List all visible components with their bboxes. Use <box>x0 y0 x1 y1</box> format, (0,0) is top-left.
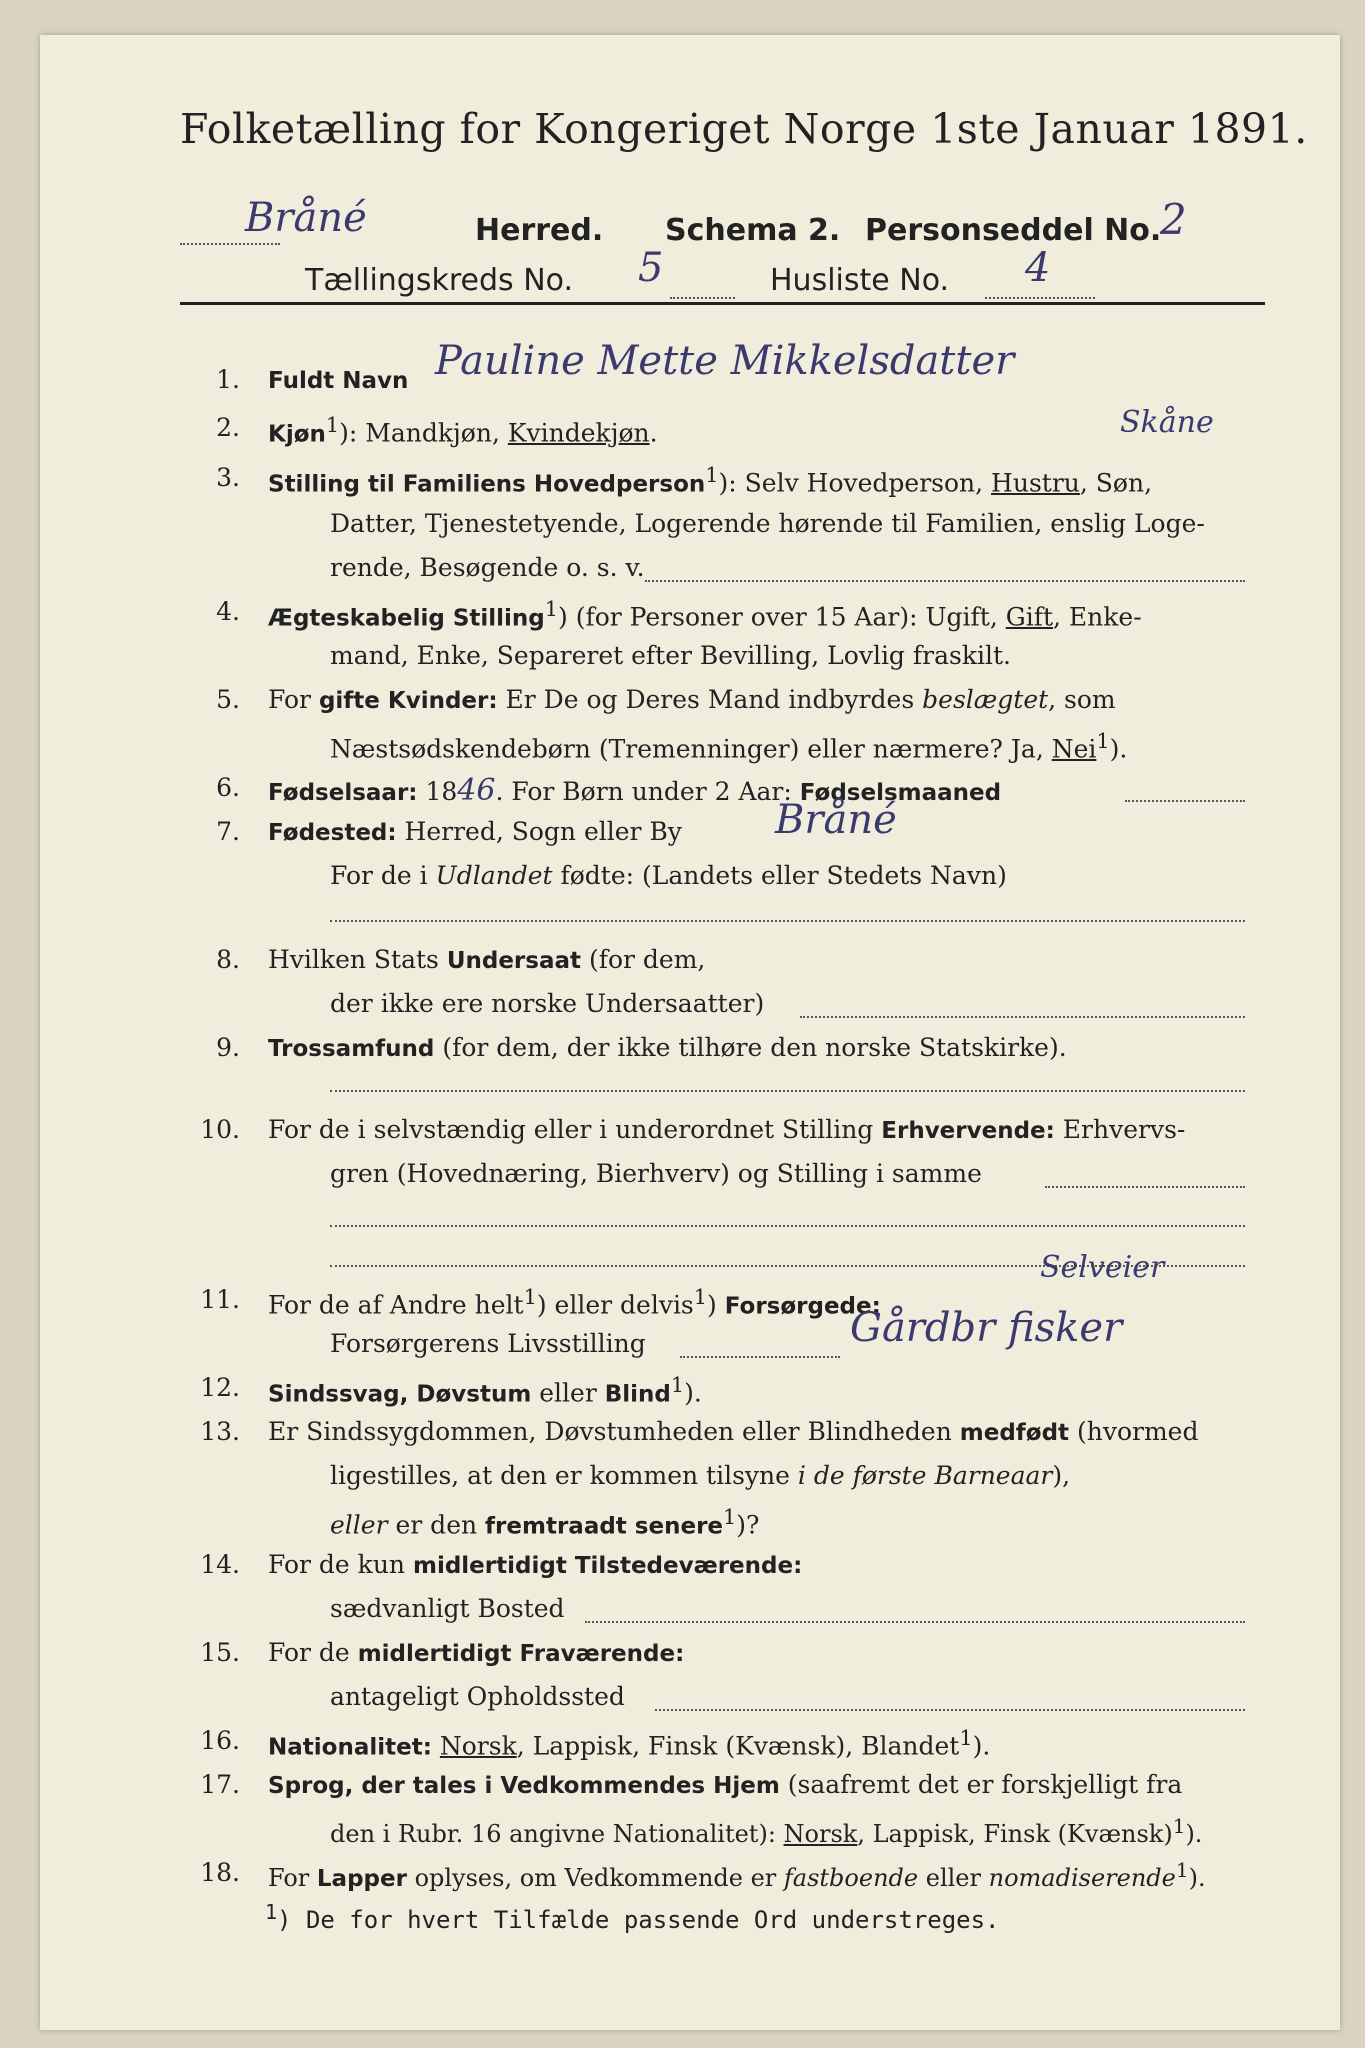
item-6-label-2: Fødselsmaaned <box>799 780 1002 806</box>
item-13-line-2c: ), <box>1052 1461 1071 1490</box>
item-16-text-c: , Lappisk, Finsk (Kvænsk), Blandet <box>516 1731 960 1761</box>
herred-value: Bråné <box>245 195 367 241</box>
item-13-label: medfødt <box>959 1420 1070 1446</box>
item-4-underlined: Gift <box>1005 602 1053 632</box>
item-18-text-b: oplyses, om Vedkommende er <box>406 1864 784 1892</box>
item-1-label: Fuldt Navn <box>268 368 409 394</box>
item-17-line-2c: , Lappisk, Finsk (Kvænsk) <box>857 1820 1173 1848</box>
item-5-text <box>268 685 1116 714</box>
schema-label: Schema 2. <box>665 213 841 248</box>
item-4-line-2: mand, Enke, Separeret efter Bevilling, Lovlig fraskilt. <box>330 641 1011 670</box>
supporter-value-top: Selveier <box>1040 1250 1165 1285</box>
item-7-text <box>268 817 682 846</box>
item-5-underlined: Nei <box>1051 734 1097 764</box>
item-10-label: Erhvervende: <box>881 1118 1055 1144</box>
footnote-mark: 1 <box>523 1285 537 1309</box>
item-3-dotted-line <box>645 580 1245 582</box>
form-title: Folketælling for Kongeriget Norge 1ste Januar 1891. <box>180 105 1308 153</box>
item-16-number: 16. <box>200 1726 240 1755</box>
husliste-value: 4 <box>1025 245 1051 291</box>
item-11-text-b: ) eller delvis <box>536 1290 694 1320</box>
item-11-dotted-line <box>680 1356 840 1358</box>
item-5-line-2c: ). <box>1109 734 1128 764</box>
item-13-italic: i de første Barneaar <box>797 1461 1053 1490</box>
item-15-text <box>268 1638 684 1667</box>
item-10-dotted-line-2 <box>330 1225 1245 1227</box>
item-18-italic-1: fastboende <box>783 1864 919 1892</box>
item-15-line-2: antageligt Opholdssted <box>330 1682 625 1711</box>
item-18-label: Lapper <box>316 1866 407 1892</box>
item-5-number: 5. <box>216 685 240 714</box>
item-5-text-d: , som <box>1048 685 1116 714</box>
item-18-text-f: ). <box>1188 1864 1206 1892</box>
item-12-number: 12. <box>200 1373 240 1402</box>
item-11-line-2: Forsørgerens Livsstilling <box>330 1329 646 1358</box>
footnote-mark: 1 <box>1172 1814 1186 1838</box>
personseddel-value: 2 <box>1160 195 1187 244</box>
item-4-text-a: ) (for Personer over 15 Aar): Ugift, <box>558 602 1006 632</box>
item-10-text <box>268 1115 1185 1144</box>
item-10-number: 10. <box>200 1115 240 1144</box>
item-10-line-2: gren (Hovednæring, Bierhverv) og Stilling i samme <box>330 1159 982 1188</box>
item-11-text-c: ) <box>707 1290 725 1320</box>
item-13-text <box>268 1417 1198 1446</box>
item-12-label-2: Blind <box>604 1381 671 1408</box>
item-2-text <box>268 413 658 447</box>
item-3-text <box>268 463 1152 497</box>
kreds-label: Tællingskreds No. <box>305 263 573 298</box>
item-3-text-c: , Søn, <box>1079 468 1153 498</box>
footnote-mark: 1 <box>723 1505 737 1529</box>
item-15-number: 15. <box>200 1638 240 1667</box>
item-4-label: Ægteskabelig Stilling <box>268 605 545 632</box>
item-2-text-a: ): Mandkjøn, <box>339 418 508 448</box>
item-7-line-2c: fødte: (Landets eller Stedets Navn) <box>552 861 1007 890</box>
item-13-line-3b: er den <box>387 1510 486 1540</box>
item-7-label: Fødested: <box>268 820 397 846</box>
birthplace-value: Bråné <box>775 797 897 843</box>
item-13-text-a: Er Sindssygdommen, Døvstumheden eller Blindheden <box>268 1417 960 1446</box>
item-16-text-a <box>432 1731 440 1760</box>
item-17-text-a: (saafremt det er forskjelligt fra <box>779 1770 1183 1799</box>
item-2-text-c: . <box>649 418 658 448</box>
item-3-line-2: Datter, Tjenestetyende, Logerende hørende til Familien, enslig Loge- <box>330 509 1205 538</box>
item-6-number: 6. <box>216 773 240 802</box>
item-11-text <box>268 1285 881 1319</box>
item-10-text-b: Erhvervs- <box>1054 1115 1186 1144</box>
item-12-text-b: ). <box>684 1378 702 1408</box>
item-6-text-a: 18 <box>417 777 458 806</box>
item-5-italic: beslægtet <box>922 685 1049 714</box>
item-12-text <box>268 1373 702 1407</box>
item-1-text <box>268 365 408 394</box>
item-18-number: 18. <box>200 1858 240 1887</box>
item-9-dotted-line <box>330 1090 1245 1092</box>
item-14-text-a: For de kun <box>268 1550 413 1579</box>
item-10-dotted-line-1 <box>1045 1186 1245 1188</box>
footnote-mark: 1 <box>959 1726 973 1750</box>
item-9-number: 9. <box>216 1033 240 1062</box>
item-5-text-a: For <box>268 685 319 714</box>
item-5-label: gifte Kvinder: <box>318 688 498 714</box>
item-13-line-3a: eller <box>330 1510 388 1540</box>
item-9-label: Trossamfund <box>268 1036 435 1062</box>
census-form-sheet <box>40 35 1340 2030</box>
item-3-line-3: rende, Besøgende o. s. v. <box>330 553 645 582</box>
item-8-text-b: (for dem, <box>581 945 706 974</box>
item-16-underlined: Norsk <box>439 1731 517 1761</box>
item-14-text <box>268 1550 802 1579</box>
birth-year-value: 46 <box>457 773 496 808</box>
personseddel-label: Personseddel No. <box>865 213 1162 248</box>
item-6-label: Fødselsaar: <box>268 780 418 806</box>
item-16-label: Nationalitet: <box>268 1734 432 1761</box>
item-13-text-b: (hvormed <box>1069 1417 1199 1446</box>
item-18-italic-2: nomadiserende <box>988 1864 1176 1892</box>
item-13-number: 13. <box>200 1417 240 1446</box>
footnote-mark: 1 <box>670 1373 685 1397</box>
item-5-line-2 <box>330 729 1127 763</box>
item-13-line-3c: )? <box>736 1510 760 1540</box>
item-18-text-a: For <box>268 1864 317 1892</box>
item-13-line-2 <box>330 1461 1070 1490</box>
item-15-text-a: For de <box>268 1638 358 1667</box>
full-name-value-continued: Skåne <box>1120 405 1214 440</box>
item-12-text-a: eller <box>531 1378 605 1408</box>
item-14-number: 14. <box>200 1550 240 1579</box>
footnote-mark: 1 <box>1175 1858 1189 1882</box>
item-4-text <box>268 597 1142 631</box>
item-8-text-a: Hvilken Stats <box>268 945 447 974</box>
item-16-text-d: ). <box>972 1731 991 1761</box>
footnote-mark: 1 <box>705 463 719 487</box>
item-17-number: 17. <box>200 1770 240 1799</box>
full-name-value: Pauline Mette Mikkelsdatter <box>435 338 1015 384</box>
item-6-dotted-line <box>1125 800 1245 802</box>
item-2-number: 2. <box>216 413 240 442</box>
item-8-line-2: der ikke ere norske Undersaatter) <box>330 989 765 1018</box>
footnote-mark: 1 <box>1096 729 1110 753</box>
item-7-dotted-line <box>330 920 1245 922</box>
item-5-line-2a: Næstsødskendebørn (Tremenninger) eller nærmere? Ja, <box>330 734 1052 764</box>
item-17-line-2d: ). <box>1185 1820 1203 1848</box>
item-12-label: Sindssvag, Døvstum <box>268 1381 532 1408</box>
item-13-label-2: fremtraadt senere <box>485 1513 724 1540</box>
item-8-text <box>268 945 705 974</box>
item-2-label: Kjøn <box>268 421 326 448</box>
item-3-text-a: ): Selv Hovedperson, <box>718 468 992 498</box>
footnote-mark: 1 <box>265 1900 278 1924</box>
item-11-label: Forsørgede: <box>724 1293 881 1320</box>
item-5-text-b: Er De og Deres Mand indbyrdes <box>497 685 923 714</box>
item-7-line-2a: For de i <box>330 861 436 890</box>
kreds-dotted-line <box>670 297 735 299</box>
item-17-text <box>268 1770 1182 1799</box>
item-13-line-3 <box>330 1505 759 1539</box>
item-15-label: midlertidigt Fraværende: <box>357 1641 685 1667</box>
item-11-text-a: For de af Andre helt <box>268 1290 524 1320</box>
footnote-mark: 1 <box>544 597 559 621</box>
item-17-line-2 <box>330 1814 1202 1848</box>
item-9-text <box>268 1033 1067 1062</box>
item-18-text-d: eller <box>918 1864 989 1892</box>
supporter-occupation-value: Gårdbr fisker <box>850 1305 1123 1351</box>
header-rule <box>180 302 1265 305</box>
item-3-number: 3. <box>216 463 240 492</box>
item-9-text-a: (for dem, der ikke tilhøre den norske Statskirke). <box>434 1033 1067 1062</box>
item-7-text-a: Herred, Sogn eller By <box>396 817 682 846</box>
item-17-underlined: Norsk <box>783 1820 858 1848</box>
item-14-line-2: sædvanligt Bosted <box>330 1594 565 1623</box>
item-13-line-2a: ligestilles, at den er kommen tilsyne <box>330 1461 798 1490</box>
item-1-number: 1. <box>216 365 240 394</box>
item-17-label: Sprog, der tales i Vedkommendes Hjem <box>268 1773 780 1799</box>
item-4-text-c: , Enke- <box>1053 602 1142 632</box>
item-18-text <box>268 1858 1206 1892</box>
item-3-label: Stilling til Familiens Hovedperson <box>268 471 706 498</box>
item-8-label: Undersaat <box>446 948 581 974</box>
footnote-mark: 1 <box>693 1285 708 1309</box>
item-7-italic: Udlandet <box>435 861 553 890</box>
item-8-dotted-line <box>800 1016 1245 1018</box>
husliste-label: Husliste No. <box>770 263 950 298</box>
item-15-dotted-line <box>655 1709 1245 1711</box>
item-7-line-2 <box>330 861 1007 890</box>
item-16-text <box>268 1726 990 1760</box>
footnote-text: ) De for hvert Tilfælde passende Ord understreges. <box>277 1906 1000 1934</box>
item-11-number: 11. <box>200 1285 240 1314</box>
item-14-label: midlertidigt Tilstedeværende: <box>412 1553 803 1579</box>
item-3-underlined: Hustru <box>991 468 1080 498</box>
item-6-text-b: . For Børn under 2 Aar: <box>495 777 800 806</box>
item-7-number: 7. <box>216 817 240 846</box>
item-4-number: 4. <box>216 597 240 626</box>
item-8-number: 8. <box>216 945 240 974</box>
item-10-text-a: For de i selvstændig eller i underordnet Stilling <box>268 1115 882 1144</box>
herred-label: Herred. <box>475 213 604 248</box>
husliste-dotted-line <box>985 297 1095 299</box>
footnote <box>265 1900 1000 1934</box>
item-14-dotted-line <box>585 1621 1245 1623</box>
item-2-underlined: Kvindekjøn <box>507 418 650 448</box>
herred-dotted-line <box>180 243 280 245</box>
footnote-mark: 1 <box>325 413 340 437</box>
item-17-line-2a: den i Rubr. 16 angivne Nationalitet): <box>330 1820 784 1848</box>
kreds-value: 5 <box>638 245 664 291</box>
